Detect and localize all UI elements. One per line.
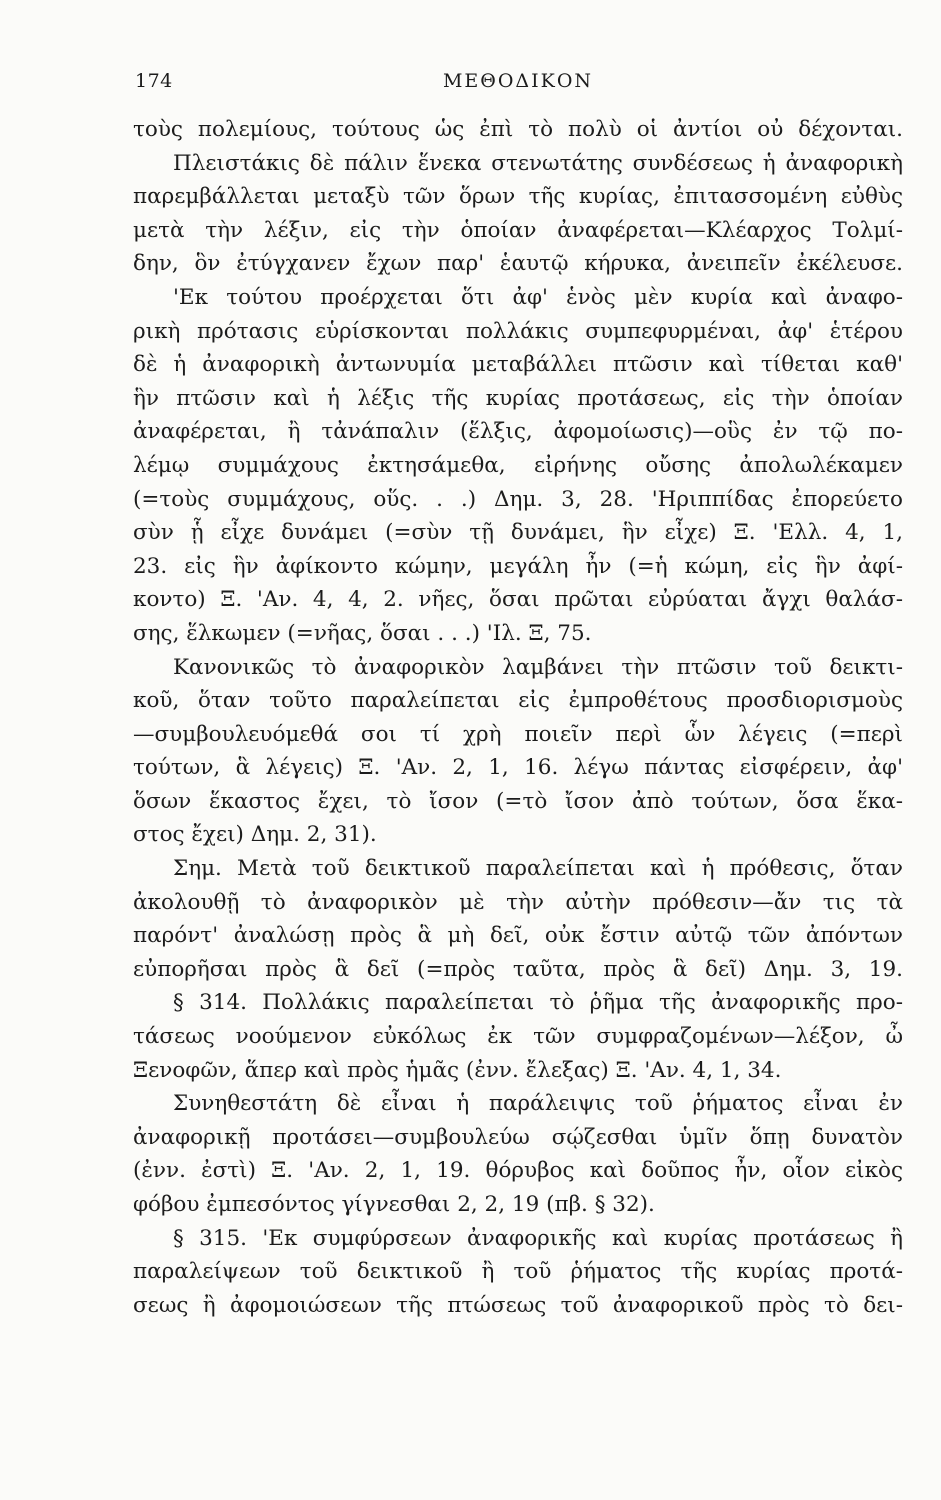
text-line: ἣν πτῶσιν καὶ ἡ λέξις τῆς κυρίας προτάσεως, εἰς τὴν ὁποίαν	[133, 385, 903, 411]
text-line: § 314. Πολλάκις παραλείπεται τὸ ῥῆμα τῆς ἀναφορικῆς προ-	[173, 990, 903, 1016]
text-line: παραλείψεων τοῦ δεικτικοῦ ἢ τοῦ ῥήματος τῆς κυρίας προτά-	[133, 1259, 903, 1285]
text-line: σὺν ᾗ εἶχε δυνάμει (=σὺν τῇ δυνάμει, ἣν εἶχε) Ξ. 'Ελλ. 4, 1,	[133, 520, 903, 546]
text-line: στος ἔχει) Δημ. 2, 31).	[133, 822, 377, 848]
text-line: δὲ ἡ ἀναφορικὴ ἀντωνυμία μεταβάλλει πτῶσιν καὶ τίθεται καθ'	[133, 352, 903, 378]
text-line: Πλειστάκις δὲ πάλιν ἕνεκα στενωτάτης συνδέσεως ἡ ἀναφορικὴ	[173, 150, 903, 176]
text-line: δην, ὃν ἐτύγχανεν ἔχων παρ' ἑαυτῷ κήρυκα, ἀνειπεῖν ἐκέλευσε.	[133, 251, 903, 277]
text-line: λέμῳ συμμάχους ἐκτησάμεθα, εἰρήνης οὔσης ἀπολωλέκαμεν	[133, 452, 903, 478]
text-line: μετὰ τὴν λέξιν, εἰς τὴν ὁποίαν ἀναφέρεται—Κλέαρχος Τολμί-	[133, 217, 903, 243]
text-line: Κανονικῶς τὸ ἀναφορικὸν λαμβάνει τὴν πτῶσιν τοῦ δεικτι-	[173, 654, 903, 680]
text-line: εὐπορῆσαι πρὸς ἃ δεῖ (=πρὸς ταῦτα, πρὸς ἃ δεῖ) Δημ. 3, 19.	[133, 956, 903, 982]
text-line: τάσεως νοούμενον εὐκόλως ἐκ τῶν συμφραζομένων—λέξον, ὦ	[133, 1024, 903, 1050]
text-line: Σημ. Μετὰ τοῦ δεικτικοῦ παραλείπεται καὶ ἡ πρόθεσις, ὅταν	[173, 856, 903, 882]
body-text	[133, 113, 903, 1322]
text-line: ἀναφέρεται, ἢ τἀνάπαλιν (ἕλξις, ἀφομοίωσις)—οὓς ἐν τῷ πο-	[133, 419, 903, 445]
text-line: κοῦ, ὅταν τοῦτο παραλείπεται εἰς ἐμπροθέτους προσδιορισμοὺς	[133, 688, 903, 714]
text-line: § 315. 'Εκ συμφύρσεων ἀναφορικῆς καὶ κυρίας προτάσεως ἢ	[173, 1225, 903, 1251]
text-line: φόβου ἐμπεσόντος γίγνεσθαι 2, 2, 19 (πβ. § 32).	[133, 1192, 655, 1217]
text-line: τούτων, ἃ λέγεις) Ξ. 'Αν. 2, 1, 16. λέγω πάντας εἰσφέρειν, ἀφ'	[133, 755, 903, 781]
page-header	[133, 64, 903, 104]
text-line: 'Εκ τούτου προέρχεται ὅτι ἀφ' ἑνὸς μὲν κυρία καὶ ἀναφο-	[173, 284, 903, 310]
text-line: ἀκολουθῇ τὸ ἀναφορικὸν μὲ τὴν αὐτὴν πρόθεσιν—ἄν τις τὰ	[133, 889, 903, 915]
text-line: (=τοὺς συμμάχους, οὕς. . .) Δημ. 3, 28. 'Ηριππίδας ἐπορεύετο	[133, 486, 903, 512]
text-line: σης, ἕλκωμεν (=νῆας, ὅσαι . . .) 'Ιλ. Ξ, 75.	[133, 620, 592, 646]
page-number: 174	[135, 70, 173, 92]
text-line: ρικὴ πρότασις εὑρίσκονται πολλάκις συμπεφυρμέναι, ἀφ' ἑτέρου	[133, 318, 903, 344]
text-line: Ξενοφῶν, ἅπερ καὶ πρὸς ἡμᾶς (ἐνν. ἔλεξας) Ξ. 'Αν. 4, 1, 34.	[133, 1057, 782, 1083]
text-line: ἀναφορικῇ προτάσει—συμβουλεύω σῴζεσθαι ὑμῖν ὅπῃ δυνατὸν	[133, 1124, 903, 1150]
text-line: 23. εἰς ἣν ἀφίκοντο κώμην, μεγάλη ἦν (=ἡ κώμη, εἰς ἣν ἀφί-	[133, 553, 903, 579]
text-line: σεως ἢ ἀφομοιώσεων τῆς πτώσεως τοῦ ἀναφορικοῦ πρὸς τὸ δει-	[133, 1292, 903, 1318]
text-line: (ἐνν. ἐστὶ) Ξ. 'Αν. 2, 1, 19. θόρυβος καὶ δοῦπος ἦν, οἷον εἰκὸς	[133, 1158, 903, 1184]
text-line: —συμβουλευόμεθά σοι τί χρὴ ποιεῖν περὶ ὧν λέγεις (=περὶ	[133, 721, 903, 747]
text-line: κοντο) Ξ. 'Αν. 4, 4, 2. νῆες, ὅσαι πρῶται εὐρύαται ἄγχι θαλάσ-	[133, 587, 903, 613]
text-line: παρόντ' ἀναλώσῃ πρὸς ἃ μὴ δεῖ, οὐκ ἔστιν αὐτῷ τῶν ἀπόντων	[133, 923, 903, 949]
text-line: παρεμβάλλεται μεταξὺ τῶν ὅρων τῆς κυρίας, ἐπιτασσομένη εὐθὺς	[133, 184, 903, 210]
text-line: ὅσων ἕκαστος ἔχει, τὸ ἴσον (=τὸ ἴσον ἀπὸ τούτων, ὅσα ἕκα-	[133, 788, 903, 814]
text-line: τοὺς πολεμίους, τούτους ὡς ἐπὶ τὸ πολὺ οἱ ἀντίοι οὐ δέχονται.	[133, 117, 903, 142]
text-line: Συνηθεστάτη δὲ εἶναι ἡ παράλειψις τοῦ ῥήματος εἶναι ἐν	[173, 1091, 903, 1117]
running-title: ΜΕΘΟΔΙΚΟΝ	[442, 70, 594, 92]
